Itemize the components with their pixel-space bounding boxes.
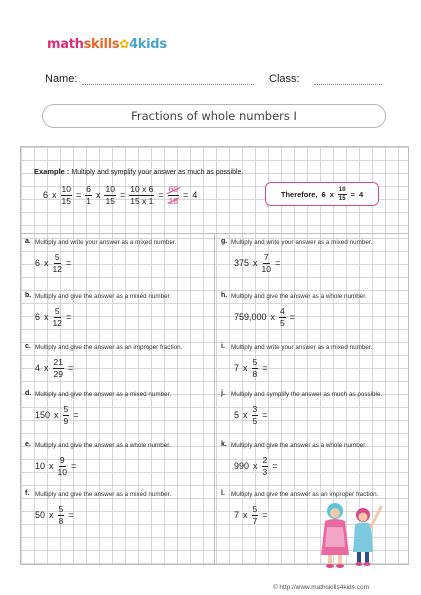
equals-sign: = bbox=[272, 461, 278, 471]
denominator: 29 bbox=[53, 368, 63, 379]
equals-sign: = bbox=[275, 258, 281, 268]
column-divider bbox=[214, 233, 215, 564]
fraction bbox=[262, 456, 269, 476]
numerator: 7 bbox=[263, 252, 269, 262]
problem-letter: k. bbox=[221, 441, 227, 448]
whole-number: 150 bbox=[35, 410, 51, 420]
fraction bbox=[252, 405, 259, 425]
times-sign: x bbox=[54, 410, 59, 420]
equals-sign: = bbox=[70, 461, 77, 471]
denominator: 3 bbox=[262, 466, 268, 477]
problem-expression bbox=[35, 253, 95, 273]
times-sign: x bbox=[44, 363, 49, 373]
times-sign: x bbox=[243, 410, 248, 420]
numerator: 21 bbox=[53, 357, 63, 367]
example-step1: $\frac{6}{1}$ bbox=[86, 184, 91, 206]
therefore-label: Therefore, bbox=[280, 189, 318, 199]
problem-letter: b. bbox=[25, 292, 32, 299]
fraction bbox=[53, 358, 64, 378]
problem-expression bbox=[234, 505, 292, 525]
class-field[interactable] bbox=[314, 84, 382, 85]
equals-sign: = bbox=[119, 190, 126, 200]
problem-expression bbox=[35, 358, 97, 378]
equals-sign: = bbox=[350, 189, 355, 199]
example-whole: 6 bbox=[43, 190, 49, 200]
numerator: 9 bbox=[59, 455, 65, 465]
problem-instruction: Multiply and give the answer as an improper fraction. bbox=[231, 491, 379, 498]
equals-sign: = bbox=[262, 410, 268, 420]
numerator: 5 bbox=[58, 504, 64, 514]
problem-letter: l. bbox=[221, 490, 225, 497]
times-sign: x bbox=[44, 312, 49, 322]
problem-instruction: Multiply and give the answer as a mixed number. bbox=[35, 293, 172, 300]
whole-number: 6 bbox=[35, 258, 41, 268]
problem-instruction: Multiply and write your answer as a mixed number. bbox=[35, 239, 177, 246]
equals-sign: = bbox=[75, 190, 82, 200]
denominator: 5 bbox=[280, 317, 285, 328]
problem-letter: i. bbox=[221, 343, 225, 350]
numerator: 5 bbox=[63, 404, 69, 414]
problem-letter: c. bbox=[25, 343, 31, 350]
problem-expression bbox=[35, 505, 98, 525]
problem-letter: d. bbox=[25, 390, 32, 397]
problem-instruction: Multiply and give the answer as a whole number. bbox=[231, 442, 367, 449]
whole-number: 10 bbox=[35, 461, 46, 471]
problem-instruction: Multiply and give the answer as a whole number. bbox=[35, 442, 171, 449]
denominator: 8 bbox=[58, 515, 64, 526]
name-field[interactable] bbox=[82, 84, 254, 85]
fraction bbox=[252, 358, 259, 378]
whole-number: 375 bbox=[234, 258, 250, 268]
whole-number: 5 bbox=[234, 410, 240, 420]
denominator: 10 bbox=[57, 466, 67, 477]
problem-letter: h. bbox=[221, 292, 228, 299]
problem-expression bbox=[35, 456, 100, 476]
problem-instruction: Multiply and write your answer as a mixed number. bbox=[231, 344, 373, 351]
whole-number: 759,000 bbox=[234, 312, 267, 322]
times-sign: x bbox=[243, 363, 248, 373]
logo-part2: skills bbox=[83, 37, 120, 52]
footer-credit bbox=[0, 584, 421, 591]
problem-instruction: Multiply and give the answer as a mixed number. bbox=[35, 491, 172, 498]
numerator: 3 bbox=[252, 404, 258, 414]
flower-icon: ✿ bbox=[119, 37, 130, 51]
fraction bbox=[58, 456, 67, 476]
times-sign: x bbox=[270, 312, 276, 322]
denominator: 9 bbox=[63, 415, 69, 426]
example-fraction: $\frac{10}{15}$ bbox=[61, 184, 71, 206]
problem-expression bbox=[234, 358, 292, 378]
problem-expression bbox=[234, 405, 292, 425]
times-sign: x bbox=[49, 510, 54, 520]
whole-number: 7 bbox=[234, 363, 240, 373]
whole-number: 6 bbox=[35, 312, 41, 322]
fraction bbox=[63, 405, 70, 425]
times-sign: x bbox=[95, 190, 101, 200]
example-label: Example : bbox=[34, 167, 70, 176]
name-label: Name: bbox=[45, 73, 78, 85]
times-sign: x bbox=[329, 189, 334, 199]
equals-sign: = bbox=[262, 510, 268, 520]
whole-number: 7 bbox=[234, 510, 240, 520]
problem-expression bbox=[35, 307, 95, 327]
equals-sign: = bbox=[158, 190, 164, 200]
problem-instruction: Multiply and write your answer as a mixed number. bbox=[231, 239, 373, 246]
numerator: 5 bbox=[252, 504, 258, 514]
numerator: 4 bbox=[280, 306, 285, 316]
therefore-result: 4 bbox=[358, 189, 364, 199]
problem-expression bbox=[234, 307, 319, 327]
fraction bbox=[252, 505, 259, 525]
footer-text: © http://www.mathskills4kids.com bbox=[272, 584, 369, 591]
numerator: 5 bbox=[252, 357, 258, 367]
times-sign: x bbox=[52, 190, 57, 200]
kids-illustration bbox=[315, 497, 385, 572]
equals-sign: = bbox=[183, 190, 189, 200]
example-step2: $\frac{10 x 6}{15 x 1}$ bbox=[130, 184, 154, 206]
problem-letter: g. bbox=[221, 238, 228, 245]
problem-letter: f. bbox=[25, 490, 30, 497]
therefore-fraction: $\frac{10}{15}$ bbox=[338, 186, 346, 202]
denominator: 8 bbox=[252, 368, 258, 379]
fraction bbox=[58, 505, 65, 525]
example-result: 4 bbox=[192, 190, 198, 200]
fraction bbox=[53, 253, 62, 273]
times-sign: x bbox=[253, 461, 258, 471]
therefore-whole: 6 bbox=[321, 189, 326, 199]
times-sign: x bbox=[253, 258, 258, 268]
times-sign: x bbox=[49, 461, 54, 471]
site-logo bbox=[47, 37, 167, 52]
class-label: Class: bbox=[269, 73, 300, 85]
logo-part3: 4kids bbox=[129, 37, 167, 52]
equals-sign: = bbox=[65, 258, 72, 268]
example-step3: $\frac{60}{18}$ bbox=[168, 184, 179, 206]
example-expression bbox=[43, 185, 197, 205]
times-sign: x bbox=[243, 510, 248, 520]
equals-sign: = bbox=[68, 510, 74, 520]
equals-sign: = bbox=[262, 363, 268, 373]
problem-letter: j. bbox=[221, 390, 225, 397]
numerator: 2 bbox=[262, 455, 268, 465]
equals-sign: = bbox=[73, 410, 79, 420]
example-instruction: Multiply and symplify your answer as much as possible. bbox=[71, 169, 244, 176]
denominator: 5 bbox=[252, 415, 258, 426]
problem-instruction: Multiply and give the answer as an improper fraction. bbox=[35, 344, 183, 351]
fraction bbox=[262, 253, 271, 273]
denominator: 12 bbox=[52, 263, 62, 274]
problem-instruction: Multiply and symplify the answer as much as possible. bbox=[231, 391, 383, 398]
whole-number: 50 bbox=[35, 510, 46, 520]
numerator: 5 bbox=[54, 306, 60, 316]
problem-expression bbox=[35, 405, 103, 425]
problem-letter: a. bbox=[25, 238, 31, 245]
problem-instruction: Multiply and give the answer as a whole number. bbox=[231, 293, 367, 300]
whole-number: 4 bbox=[35, 363, 41, 373]
times-sign: x bbox=[44, 258, 49, 268]
denominator: 7 bbox=[252, 515, 258, 526]
problem-instruction: Multiply and give the answer as a mixed number. bbox=[35, 391, 172, 398]
logo-part1: math bbox=[47, 37, 84, 52]
whole-number: 990 bbox=[234, 461, 250, 471]
denominator: 10 bbox=[261, 263, 271, 274]
therefore-box bbox=[265, 182, 379, 206]
denominator: 12 bbox=[52, 317, 62, 328]
problem-expression bbox=[234, 456, 302, 476]
problem-letter: e. bbox=[25, 441, 31, 448]
equals-sign: = bbox=[289, 312, 296, 322]
fraction bbox=[53, 307, 62, 327]
equals-sign: = bbox=[67, 363, 74, 373]
problem-expression bbox=[234, 253, 304, 273]
example-fraction-repeat: $\frac{10}{15}$ bbox=[105, 184, 115, 206]
equals-sign: = bbox=[65, 312, 72, 322]
fraction bbox=[279, 307, 286, 327]
numerator: 5 bbox=[54, 252, 60, 262]
worksheet-title: Fractions of whole numbers I bbox=[42, 104, 386, 128]
example-header bbox=[34, 167, 243, 176]
